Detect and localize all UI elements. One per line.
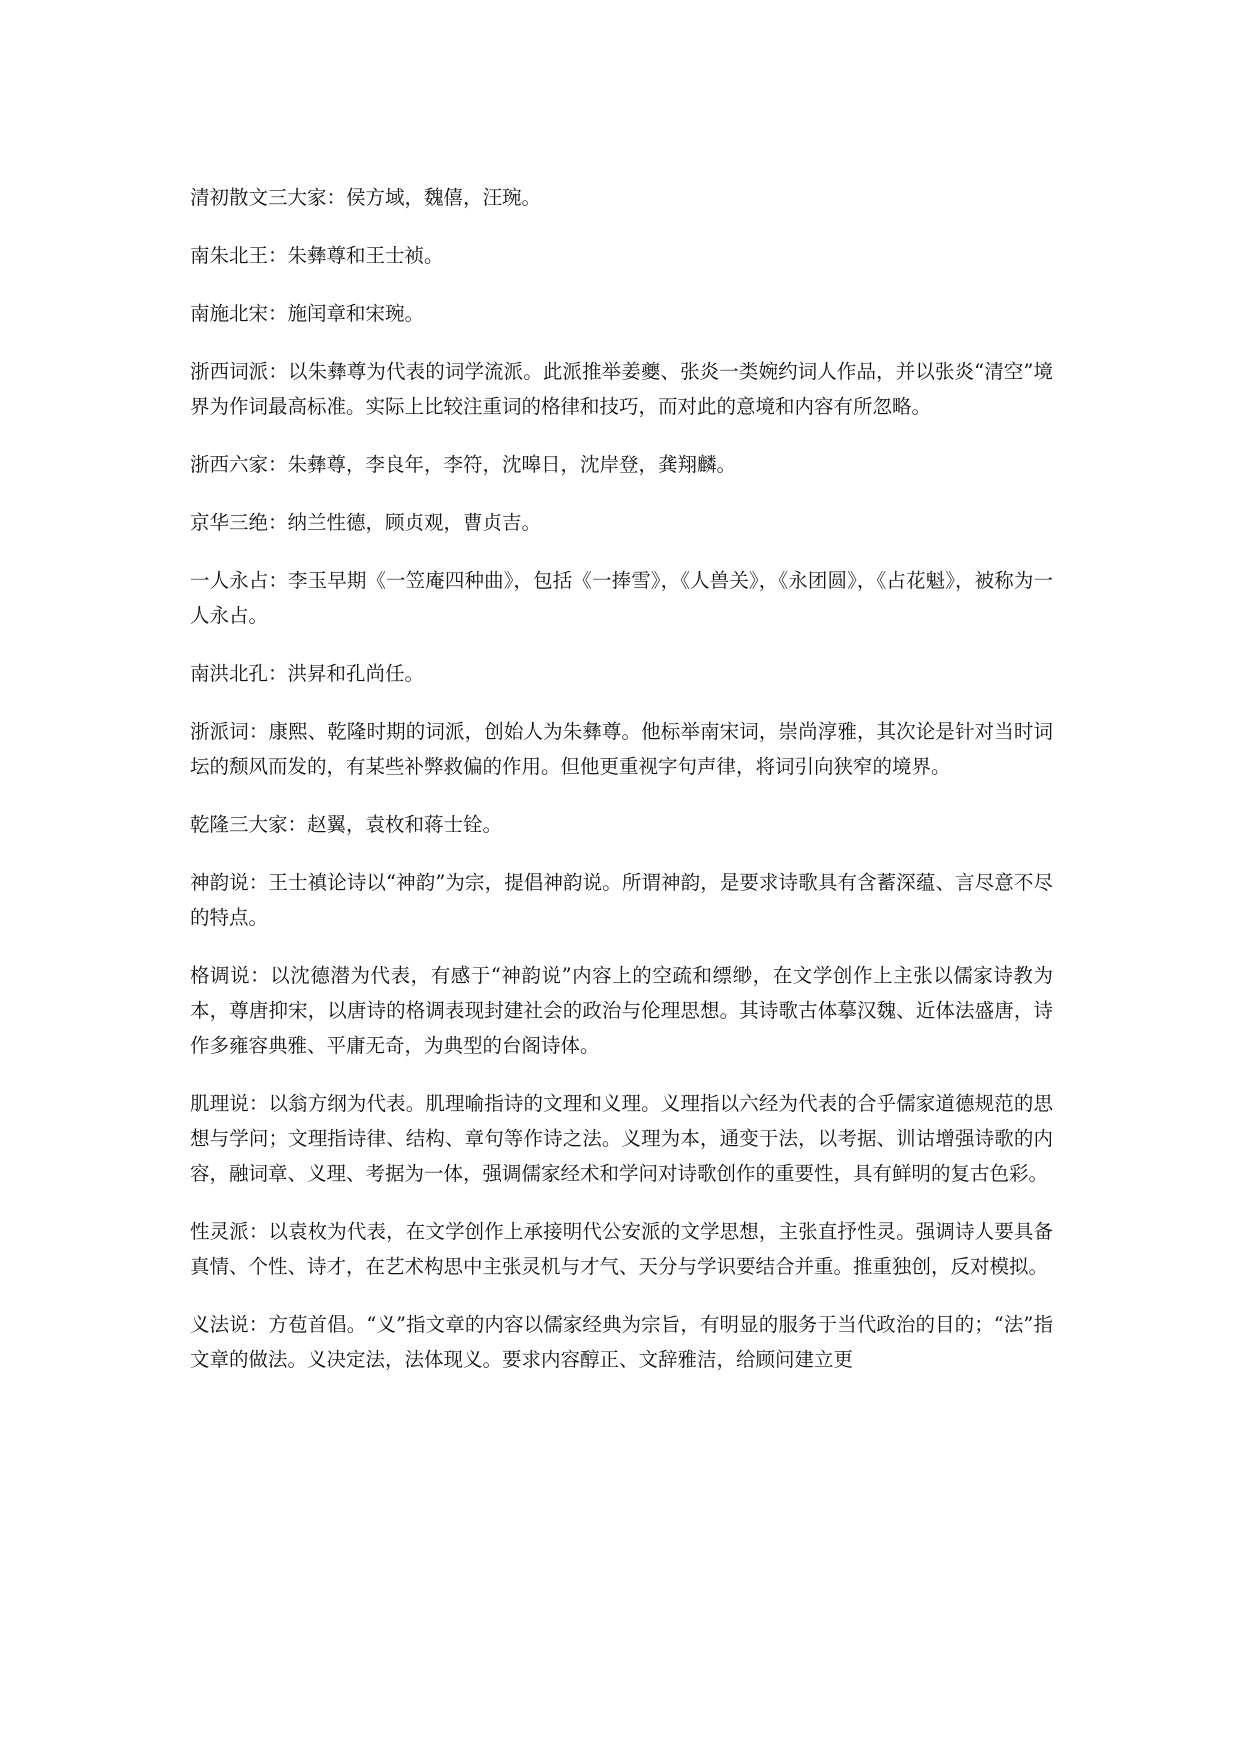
paragraph-jili-shuo: 肌理说：以翁方纲为代表。肌理喻指诗的文理和义理。义理指以六经为代表的合乎儒家道德规范的思想与学问；文理指诗律、结构、章句等作诗之法。义理为本，通变于法，以考据、训诂增强诗歌的内容，融词章、义理、考据为一体，强调儒家经术和学问对诗歌创作的重要性，具有鲜明的复古色彩。 xyxy=(190,1092,1053,1185)
paragraph-qianlong-sandajia: 乾隆三大家：赵翼，袁枚和蒋士铨。 xyxy=(190,813,503,836)
paragraph-nanzhu-beiwang: 南朱北王：朱彝尊和王士祯。 xyxy=(190,244,444,267)
paragraph-shenyun-shuo: 神韵说：王士禛论诗以“神韵”为宗，提倡神韵说。所谓神韵，是要求诗歌具有含蓄深蕴、言尽意不尽的特点。 xyxy=(190,871,1053,929)
paragraph-nanshi-beisong: 南施北宋：施闰章和宋琬。 xyxy=(190,302,425,325)
paragraph-nanhong-beikong: 南洪北孔：洪昇和孔尚任。 xyxy=(190,662,425,685)
paragraph-zhepai-ci: 浙派词：康熙、乾隆时期的词派，创始人为朱彝尊。他标举南宋词，崇尚淳雅，其次论是针对当时词坛的颓风而发的，有某些补弊救偏的作用。但他更重视字句声律，将词引向狭窄的境界。 xyxy=(190,720,1053,778)
paragraph-zhexi-liujia: 浙西六家：朱彝尊，李良年，李符，沈暤日，沈岸登，龚翔麟。 xyxy=(190,453,737,476)
paragraph-jinghua-sanjue: 京华三绝：纳兰性德，顾贞观，曹贞吉。 xyxy=(190,511,542,534)
document-body xyxy=(190,180,1053,1400)
paragraph-qingchu-sanwen: 清初散文三大家：侯方域，魏僖，汪琬。 xyxy=(190,186,542,209)
paragraph-zhexi-cipai: 浙西词派：以朱彝尊为代表的词学流派。此派推举姜夔、张炎一类婉约词人作品，并以张炎“清空”境界为作词最高标准。实际上比较注重词的格律和技巧，而对此的意境和内容有所忽略。 xyxy=(190,360,1053,418)
paragraph-yifa-shuo: 义法说：方苞首倡。“义”指文章的内容以儒家经典为宗旨，有明显的服务于当代政治的目的；“法”指文章的做法。义决定法，法体现义。要求内容醇正、文辞雅洁，给顾问建立更 xyxy=(190,1313,1053,1371)
paragraph-gediao-shuo: 格调说：以沈德潜为代表，有感于“神韵说”内容上的空疏和缥缈，在文学创作上主张以儒家诗教为本，尊唐抑宋，以唐诗的格调表现封建社会的政治与伦理思想。其诗歌古体摹汉魏、近体法盛唐，诗作多雍容典雅、平庸无奇，为典型的台阁诗体。 xyxy=(190,964,1053,1057)
paragraph-yiren-yongzhan: 一人永占：李玉早期《一笠庵四种曲》，包括《一捧雪》，《人兽关》，《永团圆》，《占花魁》，被称为一人永占。 xyxy=(190,569,1053,627)
paragraph-xingling-pai: 性灵派：以袁枚为代表，在文学创作上承接明代公安派的文学思想，主张直抒性灵。强调诗人要具备真情、个性、诗才，在艺术构思中主张灵机与才气、天分与学识要结合并重。推重独创，反对模拟。 xyxy=(190,1220,1053,1278)
